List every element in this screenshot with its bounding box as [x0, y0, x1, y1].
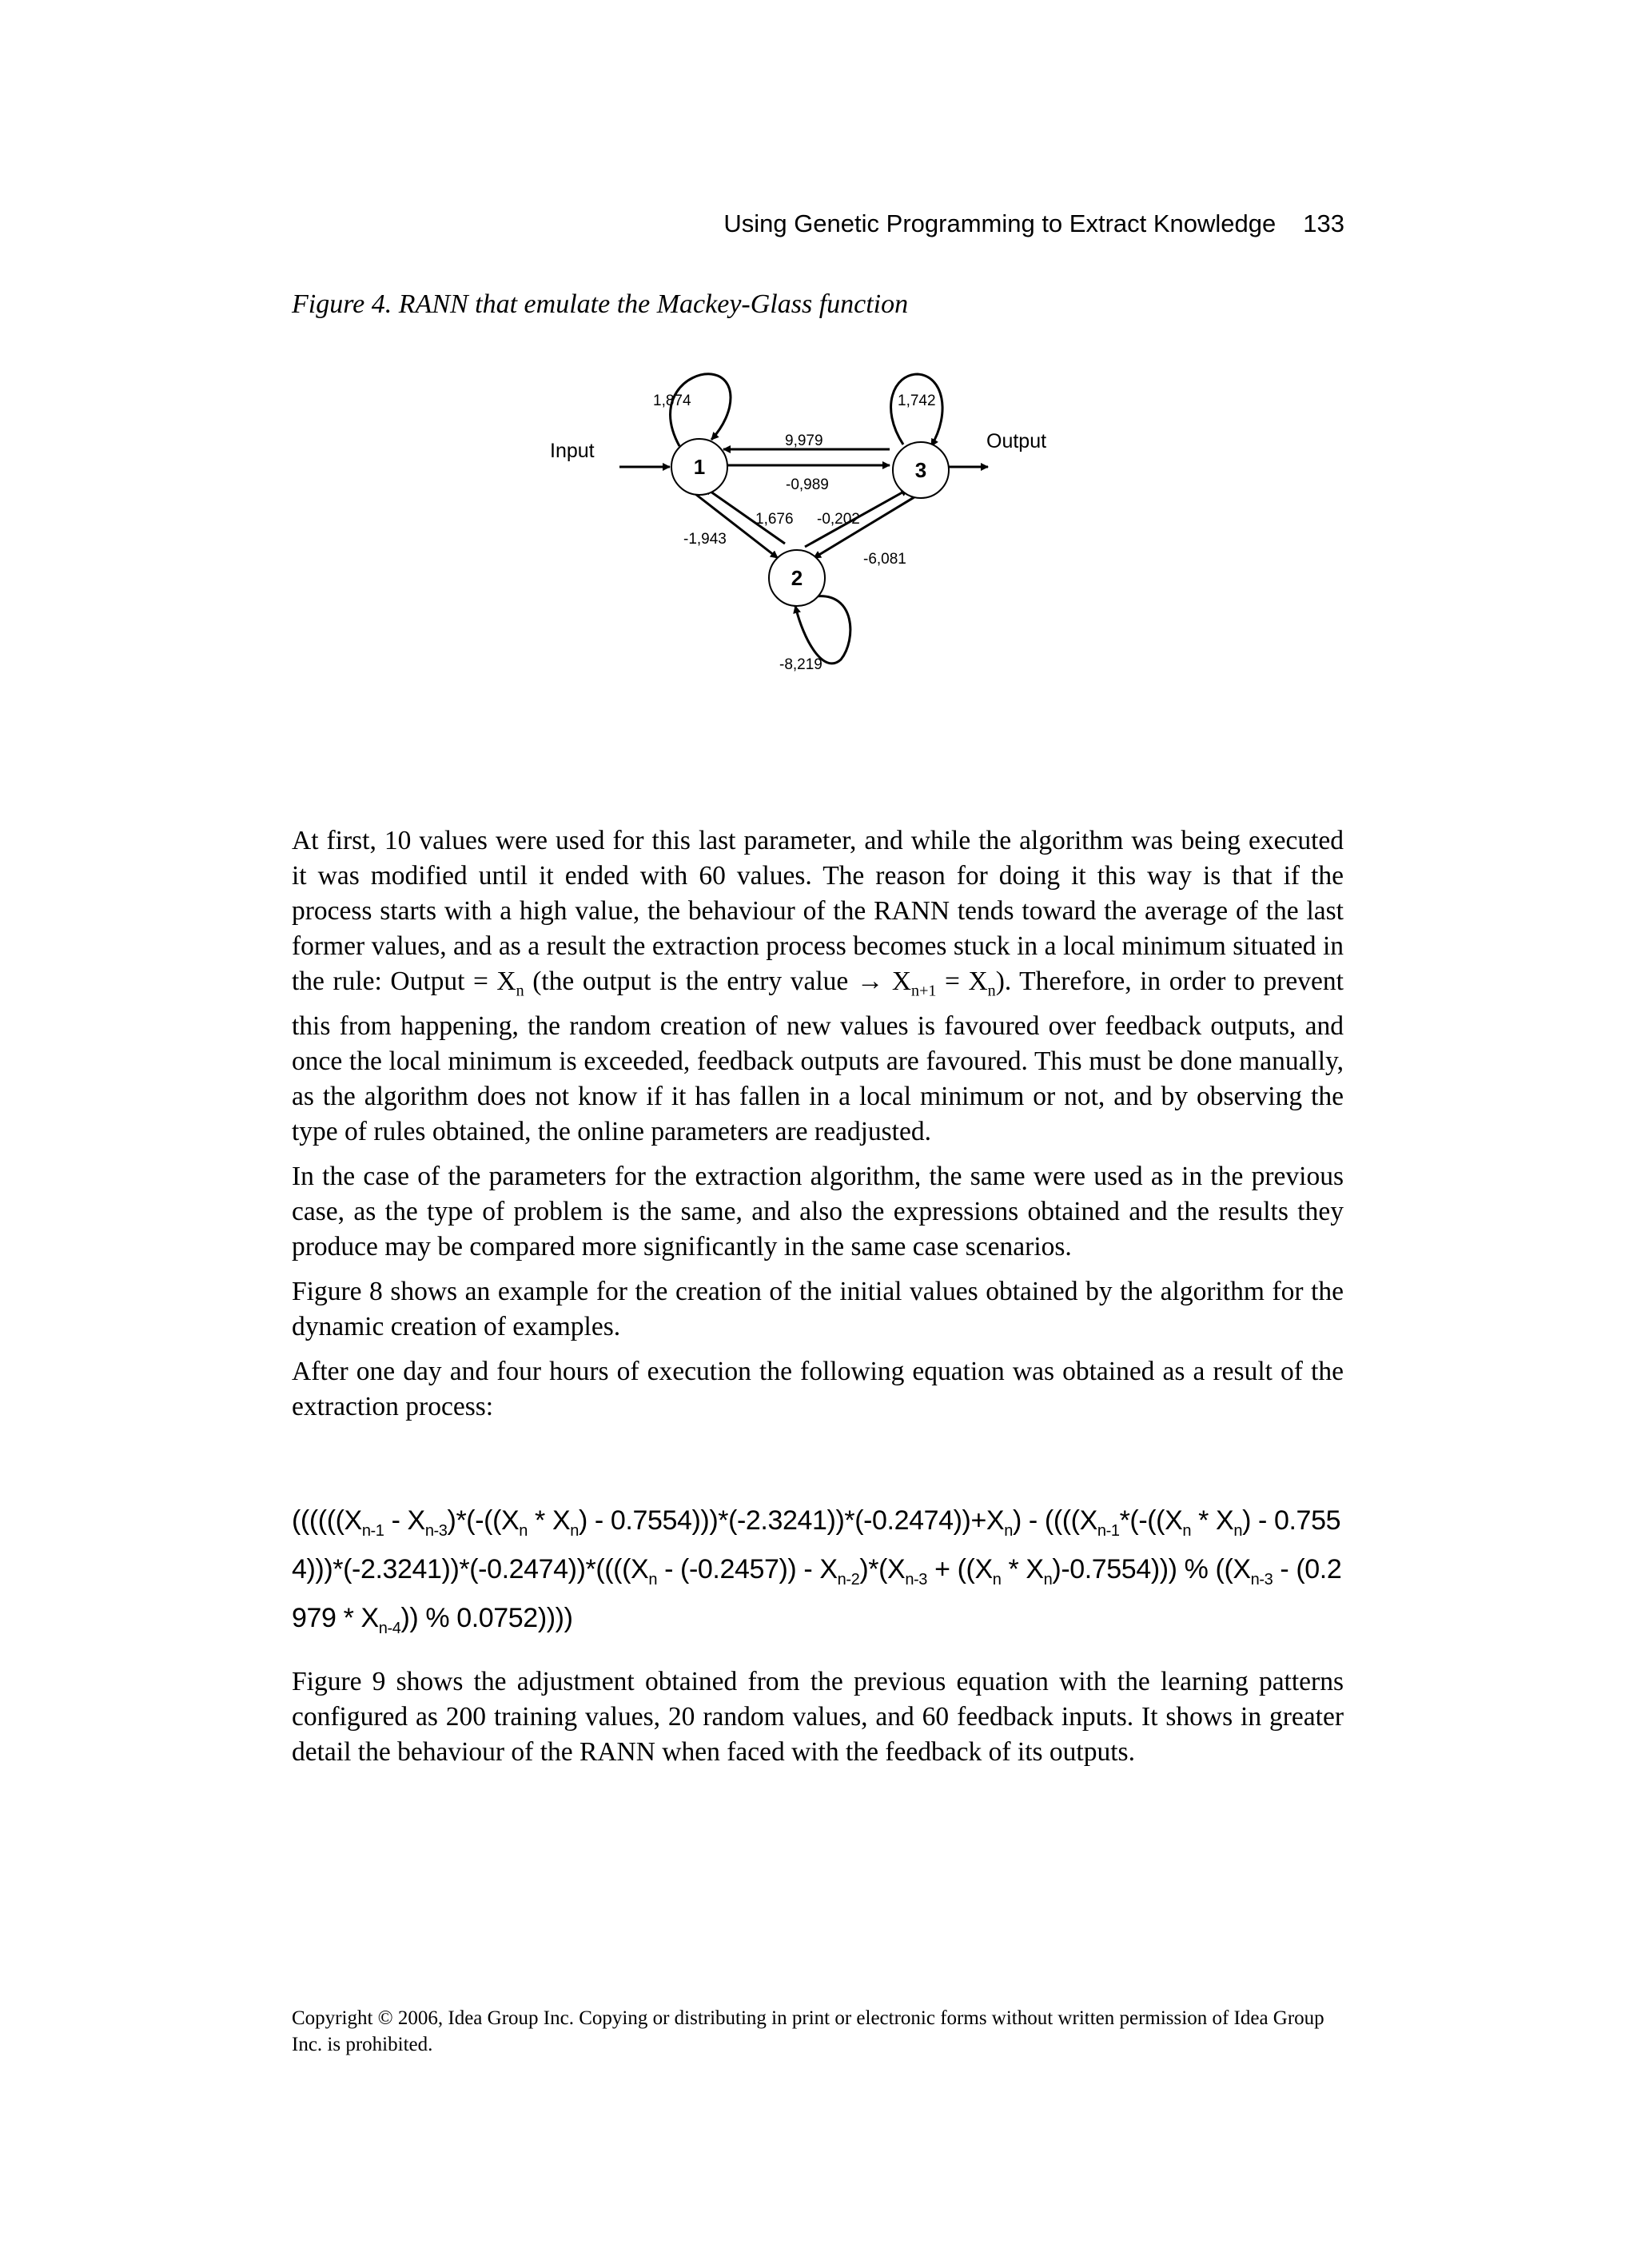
self-loop-3: [891, 374, 942, 446]
paragraph-3: Figure 8 shows an example for the creation of the initial values obtained by the algorithm for the dynamic creation of examples.: [292, 1276, 1344, 1341]
p1-text-d: ). Therefore, in order to prevent this from happening, the random creation of new values is favoured over feedback outputs, and once the local minimum is exceeded, feedback outputs are favoured. This must be done manually, as the algorithm does not know if it has fallen in a local minimum or not, and by observing the type of rules obtained, the online parameters are readjusted.: [292, 967, 1344, 1146]
weight-self-1: 1,874: [653, 393, 691, 409]
self-loop-2: [795, 596, 850, 664]
copyright-footer: Copyright © 2006, Idea Group Inc. Copying or distributing in print or electronic forms without written permission of Idea Group Inc. is prohibited.: [292, 2007, 1324, 2055]
p1-text-a: At first, 10 values were used for this last parameter, and while the algorithm was being executed it was modified until it ended with 60 values. The reason for doing it this way is that if the process starts with a high value, the behaviour of the RANN tends toward the average of the last former values, and as a result the extraction process becomes stuck in a local minimum situated in the rule: Output = X: [292, 826, 1344, 996]
p1-sub-a: n: [516, 982, 524, 1000]
p1-sub-c: n: [987, 982, 996, 1000]
running-title: Using Genetic Programming to Extract Knowledge: [723, 209, 1277, 237]
running-header: [671, 209, 1344, 238]
p1-sub-b: n+1: [911, 982, 937, 1000]
body-text-lower: [292, 1664, 1344, 1780]
weight-3-to-1: 9,979: [785, 432, 823, 449]
paragraph-4: After one day and four hours of execution the following equation was obtained as a result of the extraction process:: [292, 1356, 1344, 1421]
page-number: 133: [1303, 209, 1344, 237]
p1-text-c: = X: [936, 967, 988, 996]
node-3-label: 3: [914, 458, 927, 482]
weight-1-to-2: -1,943: [683, 531, 727, 548]
input-label: Input: [550, 440, 595, 462]
body-text-upper: [292, 823, 1344, 1434]
weight-1-to-3: -0,989: [786, 476, 829, 493]
extracted-equation: ($(((((X_{n-1} - X_{n-3})*(-((X_n * X_n) - 0.7554)))*(-2.3241))*(-0.2474))+X_n) - ((((X_{n-1}*(-((X_n * X_n) - 0.7554)))*(-2.3241))*(-0.2474))*((((X_n - (-0.2457)) - X_{n-2})*(X_{n-3} + ((X_n * X_n)-0.7554)))$ % ($(X_{n-3} - (0.2979 * X_{n-4}))$ % 0.0752)))): [292, 1505, 1342, 1637]
weight-self-3: 1,742: [898, 393, 936, 409]
weight-3-to-2: -6,081: [863, 551, 906, 568]
node-2-label: 2: [791, 566, 803, 590]
weight-2-to-1: 1,676: [755, 511, 794, 528]
p1-text-b: (the output is the entry value → X: [524, 967, 912, 996]
node-1-label: 1: [693, 455, 706, 479]
paragraph-2: In the case of the parameters for the extraction algorithm, the same were used as in the previous case, as the type of problem is the same, and also the expressions obtained and the results they produce may be compared more significantly in the same case scenarios.: [292, 1161, 1344, 1262]
figure-caption: Figure 4. RANN that emulate the Mackey-Glass function: [292, 289, 909, 319]
self-loop-1: [671, 374, 731, 446]
rann-diagram: [528, 352, 1135, 704]
output-label: Output: [986, 430, 1047, 452]
weight-self-2: -8,219: [779, 656, 822, 673]
paragraph-5: Figure 9 shows the adjustment obtained from the previous equation with the learning patterns configured as 200 training values, 20 random values, and 60 feedback inputs. It shows in greater detail the behaviour of the RANN when faced with the feedback of its outputs.: [292, 1667, 1344, 1767]
paragraph-1: [292, 823, 1344, 1150]
weight-2-to-3: -0,202: [817, 511, 860, 528]
